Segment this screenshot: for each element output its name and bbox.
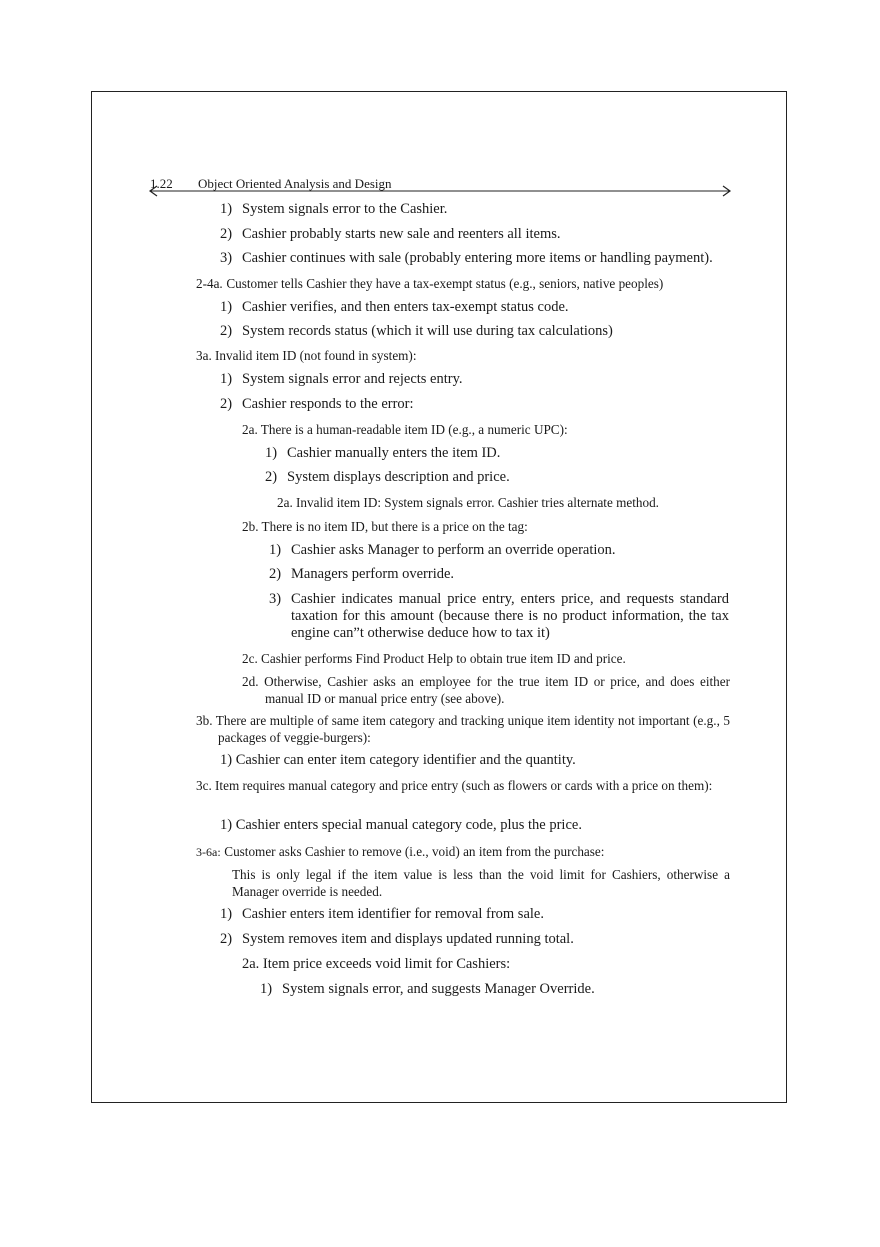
list-item: 1) Cashier enters special manual category code, plus the price. bbox=[220, 817, 582, 833]
list-item: 1) Cashier asks Manager to perform an override operation. bbox=[269, 542, 616, 558]
list-item: 2) Cashier responds to the error: bbox=[220, 396, 414, 412]
sub-extension-heading: 2a. Invalid item ID: System signals error. Cashier tries alternate method. bbox=[277, 495, 659, 510]
list-item: 1) Cashier enters item identifier for removal from sale. bbox=[220, 906, 544, 922]
list-item: 1) System signals error to the Cashier. bbox=[220, 201, 448, 217]
list-item: 2) Cashier probably starts new sale and reenters all items. bbox=[220, 226, 561, 242]
list-item: 3) Cashier continues with sale (probably entering more items or handling payment). bbox=[220, 250, 713, 266]
extension-heading: 3c. Item requires manual category and price entry (such as flowers or cards with a price on them): bbox=[196, 778, 713, 793]
sub-extension-heading: 2b. There is no item ID, but there is a price on the tag: bbox=[242, 519, 528, 534]
note-text: This is only legal if the item value is less than the void limit for Cashiers, otherwise a Manager override is needed. bbox=[232, 867, 730, 899]
chapter-title: Object Oriented Analysis and Design bbox=[198, 176, 392, 191]
list-item: 1) Cashier can enter item category identifier and the quantity. bbox=[220, 752, 576, 768]
list-item: 2) System displays description and price. bbox=[265, 469, 510, 485]
extension-heading: 3b. There are multiple of same item category and tracking unique item identity not important (e.g., 5 packages of veggie-burgers): bbox=[196, 713, 730, 745]
extension-heading: 3a. Invalid item ID (not found in system): bbox=[196, 348, 417, 363]
page-number: 1.22 bbox=[150, 176, 173, 191]
list-item: 1) Cashier verifies, and then enters tax-exempt status code. bbox=[220, 299, 569, 315]
header-rule bbox=[148, 185, 732, 197]
sub-extension-heading: 2a. Item price exceeds void limit for Cashiers: bbox=[242, 956, 511, 972]
extension-heading: 2-4a. Customer tells Cashier they have a tax-exempt status (e.g., seniors, native peoples) bbox=[196, 276, 664, 291]
list-item: 1) Cashier manually enters the item ID. bbox=[265, 445, 501, 461]
list-item: 2) Managers perform override. bbox=[269, 566, 455, 582]
sub-extension-heading: 2a. There is a human-readable item ID (e.g., a numeric UPC): bbox=[242, 422, 568, 437]
extension-heading: 3-6a: Customer asks Cashier to remove (i.e., void) an item from the purchase: bbox=[196, 844, 605, 859]
list-item: 3) Cashier indicates manual price entry, enters price, and requests standard taxation for this amount (because there is no product information, the tax engine can”t otherwise deduce how to tax it) bbox=[269, 591, 729, 641]
sub-extension-heading: 2c. Cashier performs Find Product Help to obtain true item ID and price. bbox=[242, 651, 626, 666]
list-item: 1) System signals error and rejects entry. bbox=[220, 371, 463, 387]
sub-extension-heading: 2d. Otherwise, Cashier asks an employee for the true item ID or price, and does either manual ID or manual price entry (see above). bbox=[242, 674, 730, 706]
list-item: 1) System signals error, and suggests Manager Override. bbox=[260, 981, 595, 997]
list-item: 2) System records status (which it will use during tax calculations) bbox=[220, 323, 613, 339]
list-item: 2) System removes item and displays updated running total. bbox=[220, 931, 574, 947]
